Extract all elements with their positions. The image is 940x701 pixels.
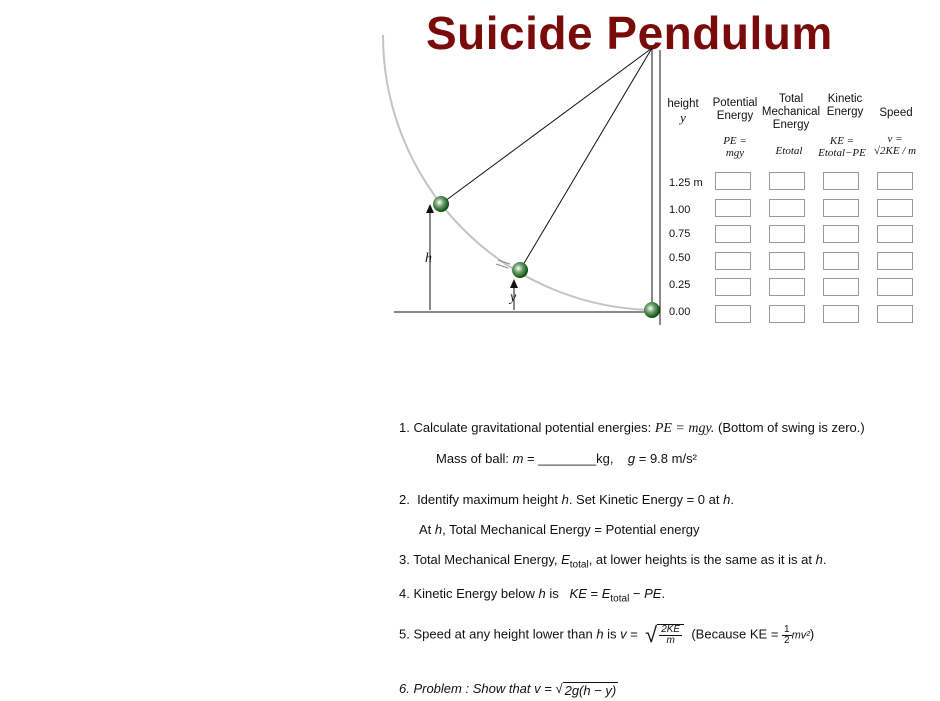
- instr5-h: h: [596, 626, 604, 642]
- ball-top: [433, 196, 449, 212]
- cell-speed-row5[interactable]: [877, 278, 913, 296]
- row-label: 1.25 m: [669, 177, 703, 189]
- header-speed: [872, 107, 920, 120]
- cell-ke-row1[interactable]: [823, 172, 859, 190]
- instr4-ke: KE: [569, 586, 587, 601]
- cell-speed-row2[interactable]: [877, 199, 913, 217]
- instr4-mid: is: [545, 586, 570, 601]
- instr1-text: 1. Calculate gravitational potential energies:: [399, 420, 655, 435]
- sqrt-icon: √: [555, 681, 563, 696]
- formula-pe-line2: mgy: [725, 147, 745, 159]
- formula-ke-line1: KE =: [829, 135, 855, 147]
- cell-speed-row4[interactable]: [877, 252, 913, 270]
- header-te-line3: Energy: [772, 119, 810, 131]
- instr4-h: h: [538, 586, 546, 601]
- instr4-pre: 4. Kinetic Energy below: [399, 586, 539, 601]
- instr5-num: 2KE: [661, 624, 681, 635]
- header-potential-energy: [708, 97, 762, 123]
- header-ke-line2: Energy: [826, 106, 864, 118]
- cell-speed-row6[interactable]: [877, 305, 913, 323]
- string-upper: [441, 48, 652, 204]
- instr3-pre: 3. Total Mechanical Energy,: [399, 552, 562, 567]
- instr5-mid: is: [603, 626, 621, 642]
- instr5-half: [782, 625, 792, 646]
- instr6-v: v: [534, 681, 541, 696]
- header-height-text: height: [667, 98, 699, 110]
- formula-ke: [812, 135, 872, 159]
- row-label: 0.75: [669, 228, 691, 240]
- instruction-2: [399, 492, 734, 507]
- cell-speed-row1[interactable]: [877, 172, 913, 190]
- cell-ke-row3[interactable]: [823, 225, 859, 243]
- cell-te-row3[interactable]: [769, 225, 805, 243]
- instr5-frac: [659, 625, 682, 646]
- instr2b-h: h: [434, 522, 443, 537]
- y-arrowhead: [510, 279, 518, 288]
- cell-pe-row5[interactable]: [715, 278, 751, 296]
- instruction-5: [399, 622, 814, 648]
- instr5-v: v: [620, 626, 627, 642]
- mass-m: m: [512, 451, 524, 466]
- instr2-text-b: . Set Kinetic Energy = 0 at: [568, 492, 724, 507]
- page-title: Suicide Pendulum: [426, 7, 833, 59]
- motion-lines: [496, 260, 510, 268]
- mass-pre: Mass of ball:: [436, 451, 513, 466]
- cell-te-row2[interactable]: [769, 199, 805, 217]
- header-total-energy: [757, 93, 825, 132]
- ball-bottom: [644, 302, 660, 318]
- mass-line: [436, 451, 697, 466]
- cell-ke-row5[interactable]: [823, 278, 859, 296]
- instr6-sqrt: 2g(h − y): [564, 682, 617, 698]
- instr5-sqrt: [657, 624, 684, 646]
- instr1-post: (Bottom of swing is zero.): [714, 420, 865, 435]
- header-pe-line2: Energy: [716, 110, 754, 122]
- header-kinetic-energy: [820, 93, 870, 119]
- cell-te-row5[interactable]: [769, 278, 805, 296]
- row-label: 0.00: [669, 306, 691, 318]
- instr5-eq: =: [626, 626, 642, 642]
- instruction-4: [399, 586, 665, 605]
- string-middle: [520, 48, 652, 270]
- instr5-mv: mv²: [791, 629, 810, 642]
- formula-pe-line1: PE =: [723, 135, 747, 147]
- instruction-3: [399, 552, 826, 571]
- instr5-pre: 5. Speed at any height lower than: [399, 626, 597, 642]
- instr6-eq: =: [540, 681, 556, 696]
- mass-blank: = ________kg,: [523, 451, 628, 466]
- instr2b-pre: At: [419, 522, 435, 537]
- row-label: 0.25: [669, 279, 691, 291]
- cell-te-row4[interactable]: [769, 252, 805, 270]
- cell-pe-row6[interactable]: [715, 305, 751, 323]
- mass-g: g: [627, 451, 636, 466]
- cell-speed-row3[interactable]: [877, 225, 913, 243]
- header-height-var: y: [680, 110, 686, 125]
- instr4-e: E: [601, 586, 611, 601]
- instr4-sub: total: [610, 593, 630, 605]
- row-label: 0.50: [669, 252, 691, 264]
- h-label: h: [425, 251, 432, 266]
- instr4-eq: =: [586, 586, 602, 601]
- instr4-minus: −: [629, 586, 645, 601]
- instr3-h: h: [815, 552, 823, 567]
- instr3-e: E: [561, 552, 570, 567]
- h-arrowhead: [426, 204, 434, 213]
- instr5-because: (Because KE =: [684, 626, 783, 642]
- cell-ke-row4[interactable]: [823, 252, 859, 270]
- instr2-h2: h: [723, 492, 731, 507]
- cell-pe-row1[interactable]: [715, 172, 751, 190]
- instr5-close: ): [809, 626, 815, 642]
- header-te-line1: Total: [778, 93, 804, 105]
- instr3-sub: total: [569, 559, 589, 571]
- formula-speed: [868, 133, 922, 157]
- instr2-text: 2. Identify maximum height: [399, 492, 562, 507]
- formula-ke-line2: Etotal−PE: [818, 147, 866, 159]
- cell-ke-row6[interactable]: [823, 305, 859, 323]
- y-label: y: [510, 290, 517, 305]
- header-pe-line1: Potential: [712, 97, 758, 109]
- formula-te-line1: Etotal: [775, 145, 803, 157]
- instr2b-post: , Total Mechanical Energy = Potential energy: [442, 522, 700, 537]
- header-speed-text: Speed: [879, 107, 913, 119]
- cell-pe-row3[interactable]: [715, 225, 751, 243]
- instruction-2b: [419, 522, 700, 537]
- cell-ke-row2[interactable]: [823, 199, 859, 217]
- instr4-pe: PE: [644, 586, 662, 601]
- row-label: 1.00: [669, 204, 691, 216]
- ball-middle: [512, 262, 528, 278]
- instr5-half-num: 1: [784, 623, 790, 635]
- formula-te: [762, 145, 816, 157]
- instruction-1: [399, 420, 865, 437]
- header-te-line2: Mechanical: [761, 106, 821, 118]
- formula-speed-line1: v =: [887, 133, 903, 145]
- instr5-half-den: 2: [784, 634, 790, 646]
- instruction-6: [399, 681, 618, 698]
- formula-speed-line2: √2KE / m: [873, 145, 917, 157]
- header-height: [664, 98, 702, 124]
- cell-te-row1[interactable]: [769, 172, 805, 190]
- instr1-math: PE = mgy.: [654, 421, 715, 436]
- sqrt-icon: √: [645, 622, 658, 647]
- instr2-h: h: [561, 492, 569, 507]
- instr3-post: , at lower heights is the same as it is at: [588, 552, 816, 567]
- instr2-end: .: [730, 492, 734, 507]
- instr4-end: .: [661, 586, 666, 601]
- instr6-pre: 6. Problem : Show that: [399, 681, 535, 696]
- instr3-end: .: [822, 552, 827, 567]
- formula-pe: [708, 135, 762, 159]
- cell-pe-row2[interactable]: [715, 199, 751, 217]
- cell-te-row6[interactable]: [769, 305, 805, 323]
- header-ke-line1: Kinetic: [827, 93, 863, 105]
- instr5-den: m: [666, 635, 675, 646]
- mass-post: = 9.8 m/s²: [635, 451, 697, 466]
- cell-pe-row4[interactable]: [715, 252, 751, 270]
